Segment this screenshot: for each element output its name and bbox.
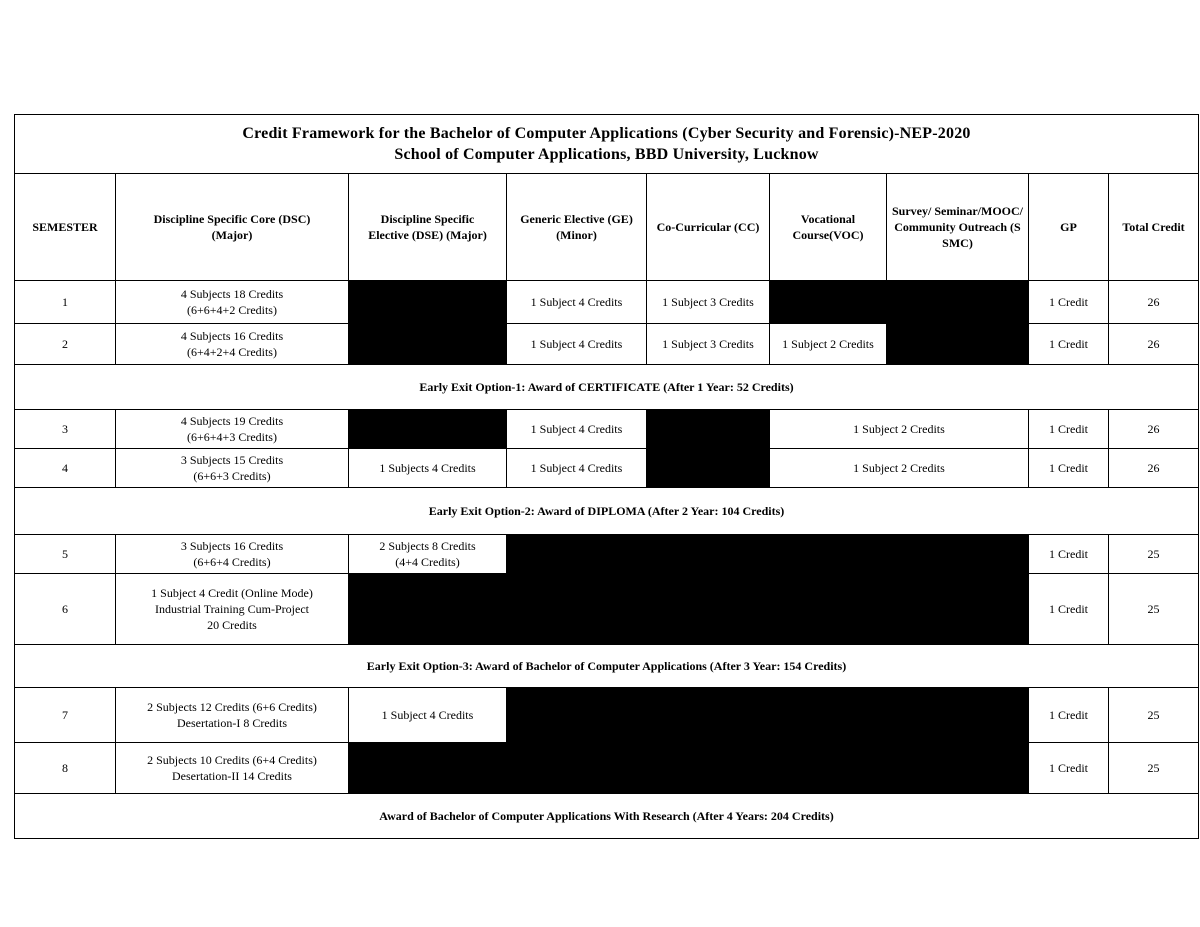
dsc-line: (6+6+4+2 Credits) [187, 303, 277, 317]
table-title [15, 115, 1199, 174]
header-ge: Generic Elective (GE) (Minor) [507, 174, 647, 281]
dsc-line: (6+4+2+4 Credits) [187, 345, 277, 359]
total-cell: 25 [1109, 688, 1199, 743]
dsc-cell [116, 574, 349, 645]
dsc-line: 4 Subjects 16 Credits [180, 329, 284, 343]
dsc-line: (6+6+4 Credits) [193, 555, 271, 569]
blank-cell [349, 281, 507, 365]
gp-cell: 1 Credit [1029, 688, 1109, 743]
semester-cell: 3 [15, 410, 116, 449]
dse-cell: 1 Subject 4 Credits [349, 688, 507, 743]
semester-cell: 6 [15, 574, 116, 645]
header-semester: SEMESTER [15, 174, 116, 281]
dsc-cell [116, 281, 349, 324]
dsc-line: 2 Subjects 12 Credits (6+6 Credits) [147, 700, 317, 714]
semester-cell: 1 [15, 281, 116, 324]
exit-row [15, 365, 1199, 410]
dse-line: (4+4 Credits) [395, 555, 460, 569]
dsc-cell [116, 410, 349, 449]
total-cell: 25 [1109, 574, 1199, 645]
dsc-line: 4 Subjects 18 Credits [180, 287, 284, 301]
dsc-line: 4 Subjects 19 Credits [180, 414, 284, 428]
title-line-2: School of Computer Applications, BBD University, Lucknow [394, 146, 819, 163]
dsc-line: 3 Subjects 16 Credits [180, 539, 284, 553]
dsc-line: (6+6+3 Credits) [193, 469, 271, 483]
gp-cell: 1 Credit [1029, 324, 1109, 365]
dsc-line: 1 Subject 4 Credit (Online Mode) [151, 586, 313, 600]
dsc-line: Desertation-II 14 Credits [172, 769, 292, 783]
ge-cell: 1 Subject 4 Credits [507, 449, 647, 488]
dse-line: 2 Subjects 8 Credits [379, 539, 476, 553]
dsc-cell [116, 743, 349, 794]
table-row [15, 688, 1199, 743]
ge-cell: 1 Subject 4 Credits [507, 410, 647, 449]
exit-option-3: Early Exit Option-3: Award of Bachelor of Computer Applications (After 3 Year: 154 Credits) [15, 645, 1199, 688]
exit-option-1: Early Exit Option-1: Award of CERTIFICATE (After 1 Year: 52 Credits) [15, 365, 1199, 410]
credit-table [14, 114, 1199, 839]
table-row [15, 574, 1199, 645]
total-cell: 25 [1109, 535, 1199, 574]
semester-cell: 5 [15, 535, 116, 574]
blank-cell [647, 410, 770, 488]
dsc-line: 3 Subjects 15 Credits [180, 453, 284, 467]
total-cell: 26 [1109, 324, 1199, 365]
semester-cell: 7 [15, 688, 116, 743]
header-total: Total Credit [1109, 174, 1199, 281]
title-row [15, 115, 1199, 174]
total-cell: 26 [1109, 281, 1199, 324]
dsc-cell [116, 688, 349, 743]
cc-cell: 1 Subject 3 Credits [647, 281, 770, 324]
blank-cell [349, 743, 1029, 794]
header-ssmc: Survey/ Seminar/MOOC/Community Outreach (SSMC) [887, 174, 1029, 281]
total-cell: 25 [1109, 743, 1199, 794]
header-cc: Co-Curricular (CC) [647, 174, 770, 281]
cc-cell: 1 Subject 3 Credits [647, 324, 770, 365]
gp-cell: 1 Credit [1029, 743, 1109, 794]
total-cell: 26 [1109, 410, 1199, 449]
blank-cell [349, 410, 507, 449]
header-voc: Vocational Course(VOC) [770, 174, 887, 281]
dse-cell [349, 535, 507, 574]
ge-cell: 1 Subject 4 Credits [507, 324, 647, 365]
gp-cell: 1 Credit [1029, 535, 1109, 574]
dsc-line: (6+6+4+3 Credits) [187, 430, 277, 444]
dsc-line: Industrial Training Cum-Project [155, 602, 309, 616]
final-award: Award of Bachelor of Computer Applications With Research (After 4 Years: 204 Credits) [15, 794, 1199, 839]
gp-cell: 1 Credit [1029, 410, 1109, 449]
dsc-line: 2 Subjects 10 Credits (6+4 Credits) [147, 753, 317, 767]
gp-cell: 1 Credit [1029, 574, 1109, 645]
header-row [15, 174, 1199, 281]
gp-cell: 1 Credit [1029, 281, 1109, 324]
table-row [15, 410, 1199, 449]
blank-cell [887, 281, 1029, 365]
exit-option-2: Early Exit Option-2: Award of DIPLOMA (After 2 Year: 104 Credits) [15, 488, 1199, 535]
dsc-line: Desertation-I 8 Credits [177, 716, 287, 730]
voc-ssmc-cell: 1 Subject 2 Credits [770, 410, 1029, 449]
semester-cell: 2 [15, 324, 116, 365]
header-dse: Discipline Specific Elective (DSE) (Major) [349, 174, 507, 281]
total-cell: 26 [1109, 449, 1199, 488]
semester-cell: 8 [15, 743, 116, 794]
table-row [15, 535, 1199, 574]
gp-cell: 1 Credit [1029, 449, 1109, 488]
dsc-line: 20 Credits [207, 618, 257, 632]
table-row [15, 281, 1199, 324]
semester-cell: 4 [15, 449, 116, 488]
voc-ssmc-cell: 1 Subject 2 Credits [770, 449, 1029, 488]
header-dsc: Discipline Specific Core (DSC) (Major) [116, 174, 349, 281]
blank-cell [507, 688, 1029, 743]
table-row [15, 743, 1199, 794]
title-line-1: Credit Framework for the Bachelor of Computer Applications (Cyber Security and Forensic)-NEP-2020 [242, 125, 971, 142]
credit-framework-table [14, 114, 1198, 839]
exit-row [15, 488, 1199, 535]
header-gp: GP [1029, 174, 1109, 281]
voc-cell: 1 Subject 2 Credits [770, 324, 887, 365]
exit-row [15, 645, 1199, 688]
blank-cell [507, 535, 1029, 574]
blank-cell [770, 281, 887, 324]
dsc-cell [116, 535, 349, 574]
dsc-cell [116, 324, 349, 365]
final-award-row [15, 794, 1199, 839]
blank-cell [349, 574, 1029, 645]
ge-cell: 1 Subject 4 Credits [507, 281, 647, 324]
dse-cell: 1 Subjects 4 Credits [349, 449, 507, 488]
table-row [15, 449, 1199, 488]
dsc-cell [116, 449, 349, 488]
